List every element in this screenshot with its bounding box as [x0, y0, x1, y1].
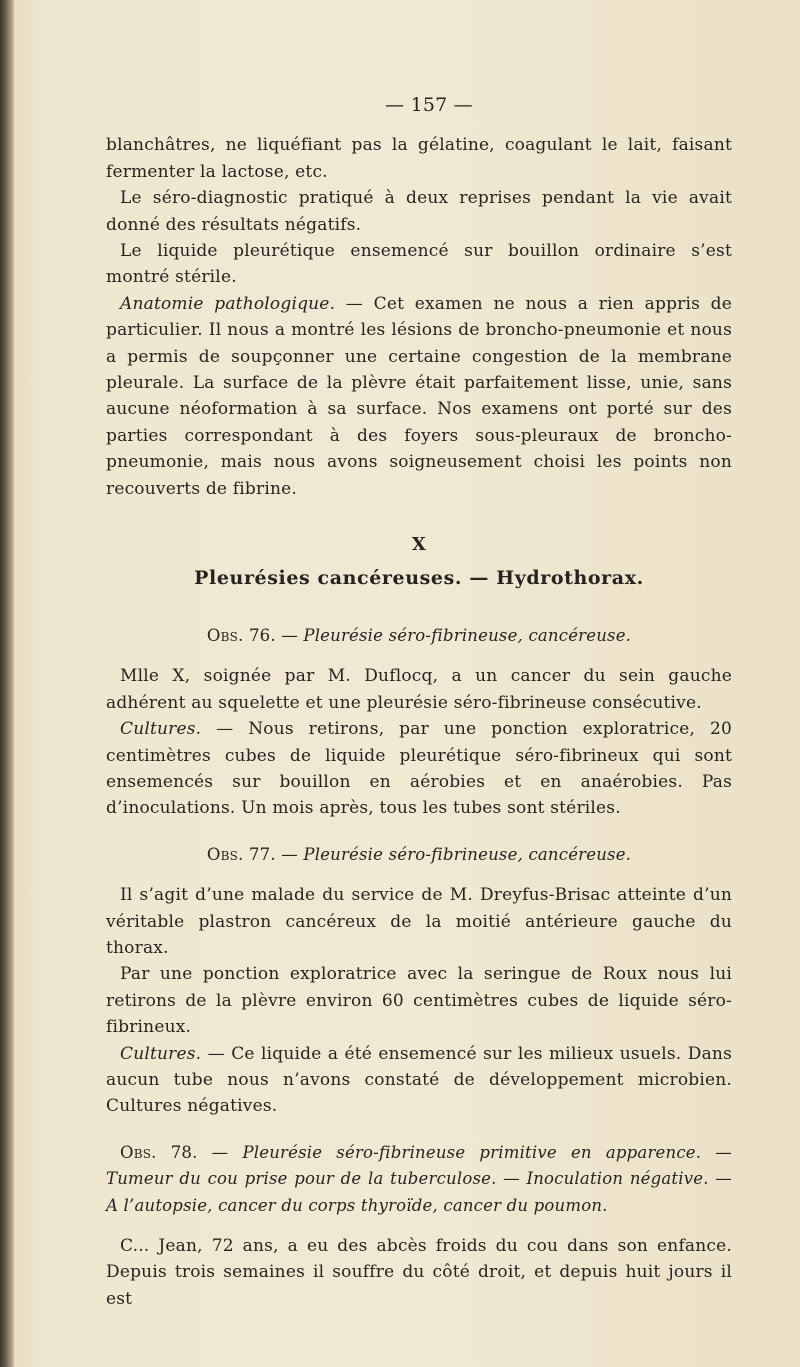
obs77-cultures-text: — Ce liquide a été ensemencé sur les milieux usuels. Dans aucun tube nous n’avons constaté de développement microbien. Cultures négatives.: [106, 1043, 732, 1117]
book-spine-edge: [0, 0, 14, 1367]
obs77-title: — Pleurésie séro-fibrineuse, cancéreuse.: [275, 844, 632, 864]
page-number: — 157 —: [385, 94, 473, 116]
section-title: Pleurésies cancéreuses. — Hydrothorax.: [194, 566, 644, 589]
obs76-cultures-lead: Cultures.: [120, 719, 202, 740]
obs77-cultures-lead: Cultures.: [120, 1043, 202, 1064]
obs77-paragraph-2: Par une ponction exploratrice avec la seringue de Roux nous lui retirons de la plèvre environ 60 centimètres cubes de liquide séro-fibrineux.: [106, 964, 732, 1038]
anatomie-text: — Cet examen ne nous a rien appris de particulier. Il nous a montré les lésions de broncho-pneumonie et nous a permis de soupçonner une certaine congestion de la membrane pleurale. La surface de la plèvre était parfaitement lisse, unie, sans aucune néoformation à sa surface. Nos examens ont porté sur des parties correspondant à des foyers sous-pleuraux de broncho-pneumonie, mais nous avons soigneusement choisi les points non recouverts de fibrine.: [106, 293, 732, 499]
obs77-paragraph-1: Il s’agit d’une malade du service de M. Dreyfus-Brisac atteinte d’un véritable plastron cancéreux de la moitié antérieure gauche du thorax.: [106, 885, 732, 958]
obs76-cultures: [106, 716, 732, 822]
obs77-label: Obs. 77.: [206, 844, 276, 864]
obs78-title: — Pleurésie séro-fibrineuse primitive en apparence. — Tumeur du cou prise pour de la tuberculose. — Inoculation négative. — A l’autopsie, cancer du corps thyroïde, cancer du poumon.: [106, 1142, 732, 1215]
obs77-heading: [106, 842, 732, 868]
spacer: [106, 822, 732, 842]
obs76-paragraph: Mlle X, soignée par M. Duflocq, a un cancer du sein gauche adhérent au squelette et une pleurésie séro-fibrineuse consécutive.: [106, 666, 732, 713]
page-text: [106, 92, 732, 1312]
obs76-title: — Pleurésie séro-fibrineuse, cancéreuse.: [275, 625, 632, 645]
obs76-heading: [106, 623, 732, 649]
obs78-label: Obs. 78.: [120, 1142, 198, 1162]
obs78-heading: [106, 1140, 732, 1219]
obs77-cultures: [106, 1041, 732, 1120]
anatomie-lead: Anatomie pathologique.: [120, 293, 336, 314]
obs78-paragraph: C... Jean, 72 ans, a eu des abcès froids du cou dans son enfance. Depuis trois semaines il souffre du côté droit, et depuis huit jours il est: [106, 1236, 732, 1309]
obs76-cultures-text: — Nous retirons, par une ponction exploratrice, 20 centimètres cubes de liquide pleurétique séro-fibrineux qui sont ensemencés sur bouillon en aérobies et en anaérobies. Pas d’inoculations. Un mois après, tous les tubes sont stériles.: [106, 719, 732, 819]
paragraph-anatomie: [106, 291, 732, 502]
paragraph-liquide: Le liquide pleurétique ensemencé sur bouillon ordinaire s’est montré stérile.: [106, 241, 732, 288]
section-number: X: [411, 534, 427, 556]
paragraph-serodiagnostic: Le séro-diagnostic pratiqué à deux reprises pendant la vie avait donné des résultats négatifs.: [106, 188, 732, 235]
paragraph-continued: blanchâtres, ne liquéfiant pas la gélatine, coagulant le lait, faisant fermenter la lactose, etc.: [106, 135, 732, 182]
obs76-label: Obs. 76.: [206, 625, 276, 645]
